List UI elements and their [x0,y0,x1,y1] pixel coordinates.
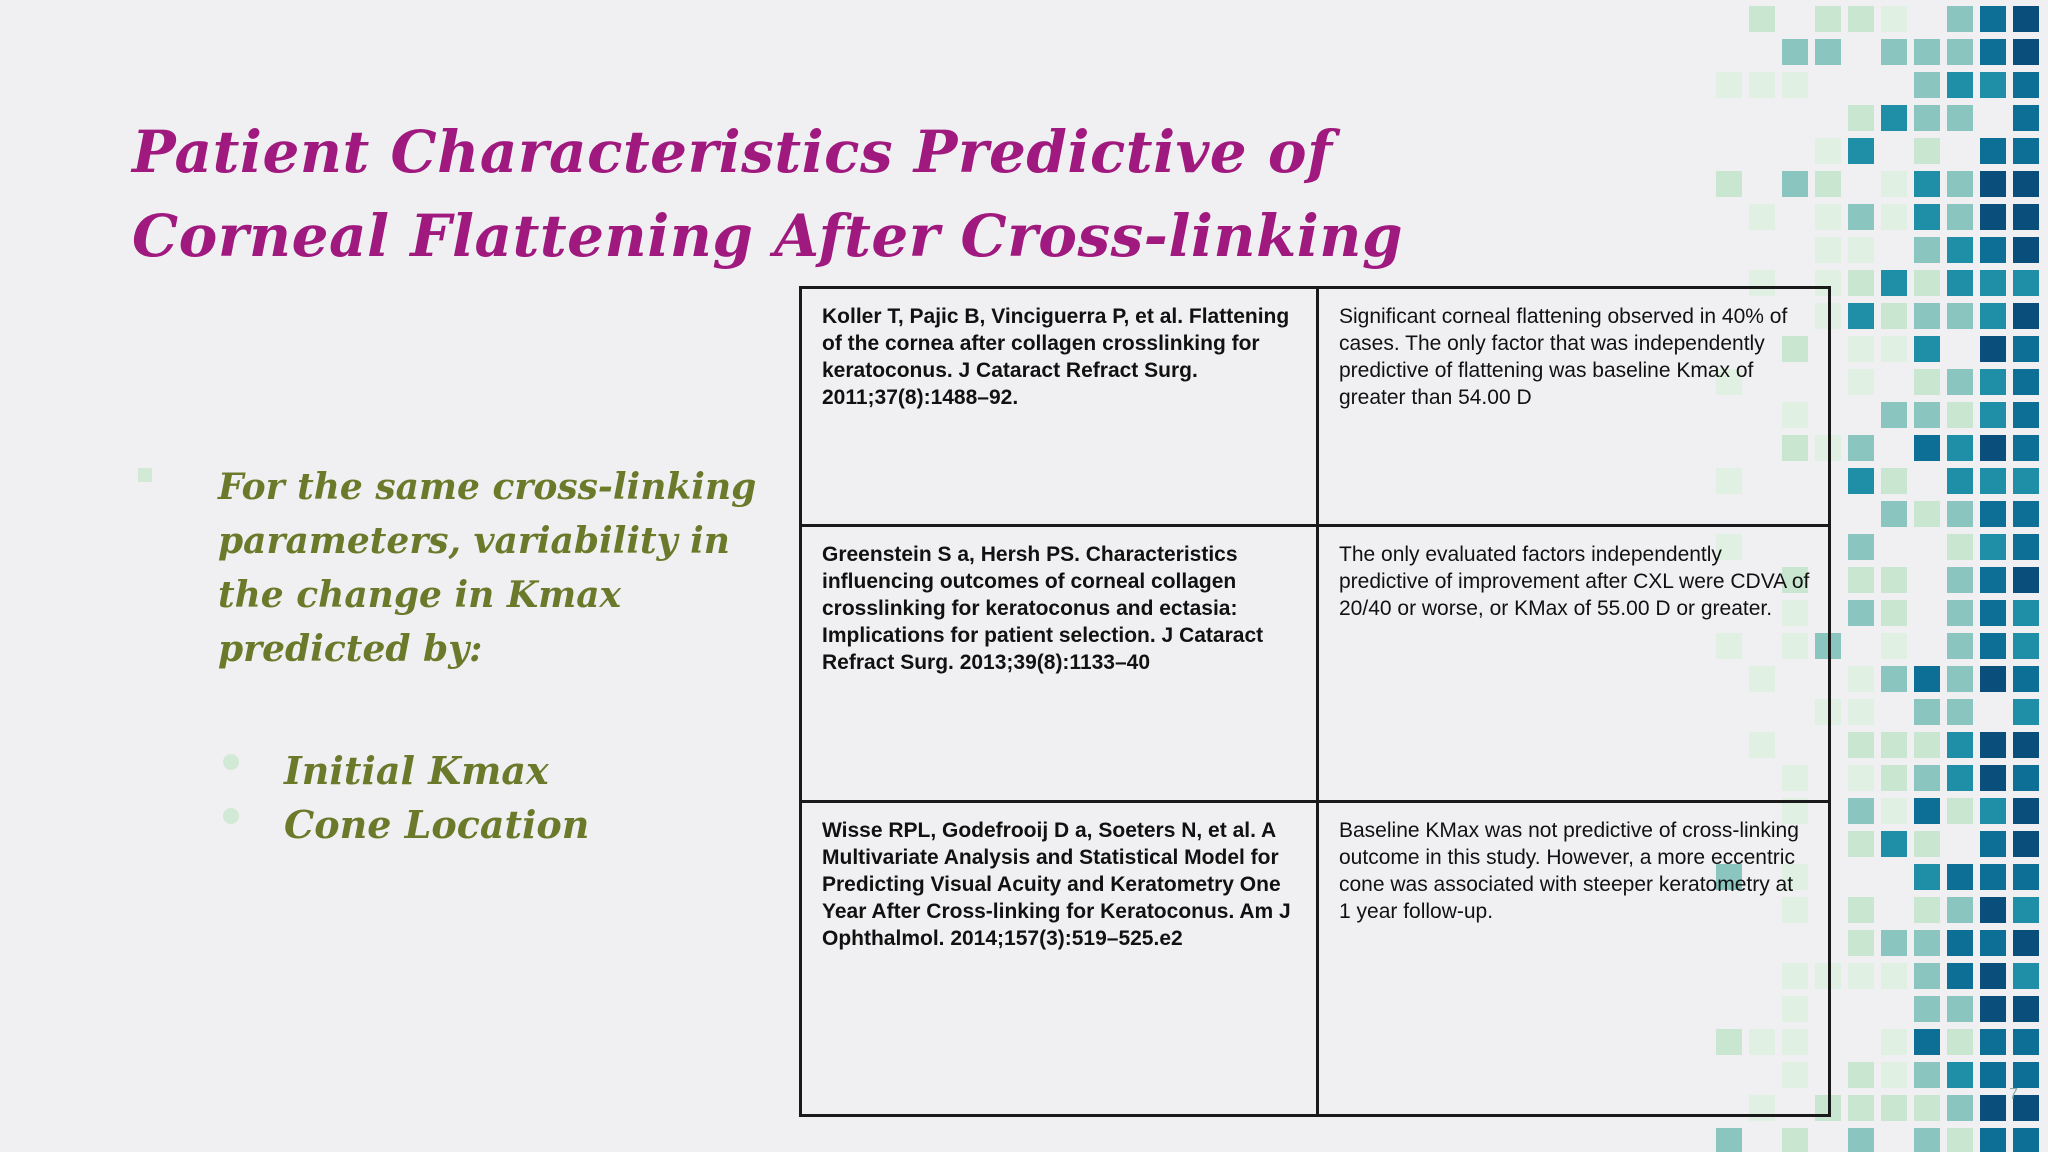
mosaic-tile [1848,435,1874,461]
mosaic-tile [1881,1095,1907,1121]
mosaic-tile [1980,798,2006,824]
mosaic-tile [1914,1062,1940,1088]
mosaic-tile [1914,897,1940,923]
mosaic-tile [1980,72,2006,98]
table-row [801,526,1830,802]
mosaic-tile [1881,39,1907,65]
mosaic-tile [1914,270,1940,296]
mosaic-tile [1914,138,1940,164]
mosaic-tile [1980,6,2006,32]
mosaic-tile [1848,369,1874,395]
mosaic-tile [1980,237,2006,263]
mosaic-tile [1914,1029,1940,1055]
mosaic-tile [1914,39,1940,65]
mosaic-tile [2013,1062,2039,1088]
mosaic-tile [1947,1029,1973,1055]
mosaic-tile [1881,633,1907,659]
mosaic-tile [1848,600,1874,626]
mosaic-tile [1980,171,2006,197]
mosaic-tile [1881,270,1907,296]
mosaic-tile [2013,237,2039,263]
mosaic-tile [1848,567,1874,593]
mosaic-tile [1980,963,2006,989]
mosaic-tile [1815,237,1841,263]
mosaic-tile [1815,138,1841,164]
mosaic-tile [1914,831,1940,857]
mosaic-tile [1881,963,1907,989]
mosaic-tile [1881,567,1907,593]
mosaic-tile [1749,72,1775,98]
mosaic-tile [1980,39,2006,65]
mosaic-tile [1914,171,1940,197]
mosaic-tile [1947,798,1973,824]
mosaic-tile [1914,666,1940,692]
finding-cell: The only evaluated factors independently predictive of improvement after CXL were CDVA of 20/40 or worse, or KMax of 55.00 D or greater. [1318,526,1830,802]
mosaic-tile [1881,831,1907,857]
mosaic-tile [1881,798,1907,824]
mosaic-tile [1881,204,1907,230]
mosaic-tile [1881,666,1907,692]
finding-cell: Significant corneal flattening observed in 40% of cases. The only factor that was independently predictive of flattening was baseline Kmax of greater than 54.00 D [1318,288,1830,526]
mosaic-tile [1881,468,1907,494]
mosaic-tile [1881,303,1907,329]
mosaic-tile [1848,6,1874,32]
mosaic-tile [2013,501,2039,527]
mosaic-tile [1782,39,1808,65]
circle-bullet-icon [223,808,239,824]
mosaic-tile [1980,567,2006,593]
mosaic-tile [2013,336,2039,362]
mosaic-tile [1749,6,1775,32]
mosaic-tile [1881,1029,1907,1055]
mosaic-tile [1848,237,1874,263]
mosaic-tile [1848,699,1874,725]
mosaic-tile [1782,1128,1808,1152]
mosaic-tile [1980,1095,2006,1121]
mosaic-tile [2013,138,2039,164]
mosaic-tile [2013,402,2039,428]
mosaic-tile [2013,633,2039,659]
mosaic-tile [1716,1128,1742,1152]
sub-bullet-list [220,744,720,852]
mosaic-tile [1815,39,1841,65]
sub-bullet-initial-kmax [220,744,720,798]
mosaic-tile [1848,732,1874,758]
mosaic-tile [1749,204,1775,230]
mosaic-tile [1947,633,1973,659]
mosaic-tile [1980,435,2006,461]
mosaic-tile [1848,204,1874,230]
mosaic-tile [1980,897,2006,923]
page-number: 7 [2009,1086,2018,1103]
mosaic-tile [1980,1128,2006,1152]
mosaic-tile [1947,270,1973,296]
mosaic-tile [1848,930,1874,956]
citation-cell: Koller T, Pajic B, Vinciguerra P, et al. Flattening of the cornea after collagen crosslinking for keratoconus. J Cataract Refract Surg. 2011;37(8):1488–92. [801,288,1318,526]
mosaic-tile [2013,1128,2039,1152]
mosaic-tile [2013,171,2039,197]
mosaic-tile [1980,831,2006,857]
mosaic-tile [1881,600,1907,626]
mosaic-tile [2013,930,2039,956]
mosaic-tile [2013,699,2039,725]
mosaic-tile [1947,435,1973,461]
mosaic-tile [1848,303,1874,329]
mosaic-tile [2013,468,2039,494]
mosaic-tile [2013,270,2039,296]
mosaic-tile [2013,303,2039,329]
mosaic-tile [1914,336,1940,362]
mosaic-tile [1914,798,1940,824]
mosaic-tile [2013,567,2039,593]
slide-title [132,110,1404,278]
mosaic-tile [1980,1062,2006,1088]
mosaic-tile [1980,666,2006,692]
mosaic-tile [2013,798,2039,824]
mosaic-tile [1782,72,1808,98]
mosaic-tile [1914,402,1940,428]
mosaic-tile [1980,204,2006,230]
finding-cell: Baseline KMax was not predictive of cross-linking outcome in this study. However, a more eccentric cone was associated with steeper keratometry at 1 year follow-up. [1318,802,1830,1116]
mosaic-tile [1947,600,1973,626]
mosaic-tile [1947,963,1973,989]
main-bullet-text: For the same cross-linking parameters, variability in the change in Kmax predicted by: [218,466,757,670]
mosaic-tile [1848,336,1874,362]
mosaic-tile [1980,600,2006,626]
mosaic-tile [1848,1128,1874,1152]
mosaic-tile [1947,765,1973,791]
mosaic-tile [1980,732,2006,758]
mosaic-tile [1980,501,2006,527]
square-bullet-icon [138,468,152,482]
citation-cell: Wisse RPL, Godefrooij D a, Soeters N, et al. A Multivariate Analysis and Statistical Model for Predicting Visual Acuity and Keratometry One Year After Cross-linking for Keratoconus. Am J Ophthalmol. 2014;157(3):519–525.e2 [801,802,1318,1116]
mosaic-tile [1914,930,1940,956]
sub-bullet-label: Initial Kmax [284,748,549,793]
mosaic-tile [1914,369,1940,395]
mosaic-tile [1947,897,1973,923]
mosaic-tile [1947,1128,1973,1152]
mosaic-tile [1980,369,2006,395]
mosaic-tile [1980,534,2006,560]
mosaic-tile [1947,930,1973,956]
title-line-1: Patient Characteristics Predictive of [132,118,1333,186]
mosaic-tile [1947,534,1973,560]
mosaic-tile [1980,765,2006,791]
mosaic-tile [1848,765,1874,791]
mosaic-tile [1980,303,2006,329]
citation-cell: Greenstein S a, Hersh PS. Characteristics influencing outcomes of corneal collagen crosslinking for keratoconus and ectasia: Implications for patient selection. J Cataract Refract Surg. 2013;39(8):1133–40 [801,526,1318,802]
mosaic-tile [2013,435,2039,461]
mosaic-tile [1881,501,1907,527]
mosaic-tile [1782,171,1808,197]
mosaic-tile [1980,633,2006,659]
mosaic-tile [1815,204,1841,230]
mosaic-tile [1848,1062,1874,1088]
mosaic-tile [1947,699,1973,725]
mosaic-tile [1980,468,2006,494]
mosaic-tile [1914,963,1940,989]
mosaic-tile [1914,105,1940,131]
mosaic-tile [1947,402,1973,428]
mosaic-tile [1947,171,1973,197]
mosaic-tile [1848,666,1874,692]
mosaic-tile [1947,732,1973,758]
mosaic-tile [1914,501,1940,527]
circle-bullet-icon [223,754,239,770]
mosaic-tile [1914,435,1940,461]
mosaic-tile [1980,996,2006,1022]
mosaic-tile [1848,963,1874,989]
mosaic-tile [1914,237,1940,263]
mosaic-tile [2013,534,2039,560]
mosaic-tile [1881,765,1907,791]
mosaic-tile [1947,369,1973,395]
mosaic-tile [1947,39,1973,65]
references-table [799,286,1831,1117]
mosaic-tile [1848,798,1874,824]
mosaic-tile [1881,171,1907,197]
mosaic-tile [1947,864,1973,890]
main-bullet [138,460,758,676]
mosaic-tile [1881,105,1907,131]
mosaic-tile [1815,171,1841,197]
mosaic-tile [1947,303,1973,329]
mosaic-tile [1848,468,1874,494]
mosaic-tile [2013,963,2039,989]
mosaic-tile [2013,666,2039,692]
mosaic-tile [1947,468,1973,494]
mosaic-tile [1980,930,2006,956]
mosaic-tile [1947,1095,1973,1121]
mosaic-tile [1716,72,1742,98]
mosaic-tile [1848,105,1874,131]
mosaic-tile [1980,336,2006,362]
mosaic-tile [2013,732,2039,758]
mosaic-tile [1914,699,1940,725]
mosaic-tile [1848,138,1874,164]
mosaic-tile [1848,270,1874,296]
mosaic-tile [2013,897,2039,923]
mosaic-tile [1881,402,1907,428]
mosaic-tile [1881,732,1907,758]
sub-bullet-cone-location [220,798,720,852]
mosaic-tile [2013,765,2039,791]
mosaic-tile [1914,303,1940,329]
mosaic-tile [1815,6,1841,32]
mosaic-tile [1980,402,2006,428]
mosaic-tile [1980,864,2006,890]
mosaic-tile [1848,897,1874,923]
mosaic-tile [1914,732,1940,758]
mosaic-tile [2013,600,2039,626]
mosaic-tile [1947,237,1973,263]
mosaic-tile [2013,72,2039,98]
mosaic-tile [1881,6,1907,32]
mosaic-tile [1848,1095,1874,1121]
mosaic-tile [1947,501,1973,527]
mosaic-tile [1980,1029,2006,1055]
mosaic-tile [1914,765,1940,791]
mosaic-tile [1914,864,1940,890]
mosaic-tile [1914,72,1940,98]
mosaic-tile [1881,930,1907,956]
mosaic-tile [2013,996,2039,1022]
title-line-2: Corneal Flattening After Cross-linking [132,202,1404,270]
mosaic-tile [1947,6,1973,32]
mosaic-tile [1947,1062,1973,1088]
mosaic-tile [2013,1029,2039,1055]
mosaic-tile [2013,831,2039,857]
mosaic-tile [2013,369,2039,395]
mosaic-tile [1947,567,1973,593]
mosaic-tile [1914,1095,1940,1121]
mosaic-tile [2013,39,2039,65]
mosaic-tile [1914,1128,1940,1152]
mosaic-tile [1881,336,1907,362]
mosaic-tile [1947,105,1973,131]
mosaic-tile [2013,105,2039,131]
mosaic-tile [1914,204,1940,230]
mosaic-tile [1947,72,1973,98]
mosaic-tile [1980,270,2006,296]
mosaic-tile [1848,831,1874,857]
mosaic-tile [2013,204,2039,230]
mosaic-tile [1716,171,1742,197]
sub-bullet-label: Cone Location [284,802,590,847]
mosaic-tile [1947,996,1973,1022]
mosaic-tile [1980,138,2006,164]
table-row [801,802,1830,1116]
table-row [801,288,1830,526]
mosaic-tile [1881,1062,1907,1088]
mosaic-tile [2013,6,2039,32]
mosaic-tile [1947,204,1973,230]
mosaic-tile [2013,864,2039,890]
mosaic-tile [1848,534,1874,560]
mosaic-tile [1947,666,1973,692]
mosaic-tile [1914,996,1940,1022]
